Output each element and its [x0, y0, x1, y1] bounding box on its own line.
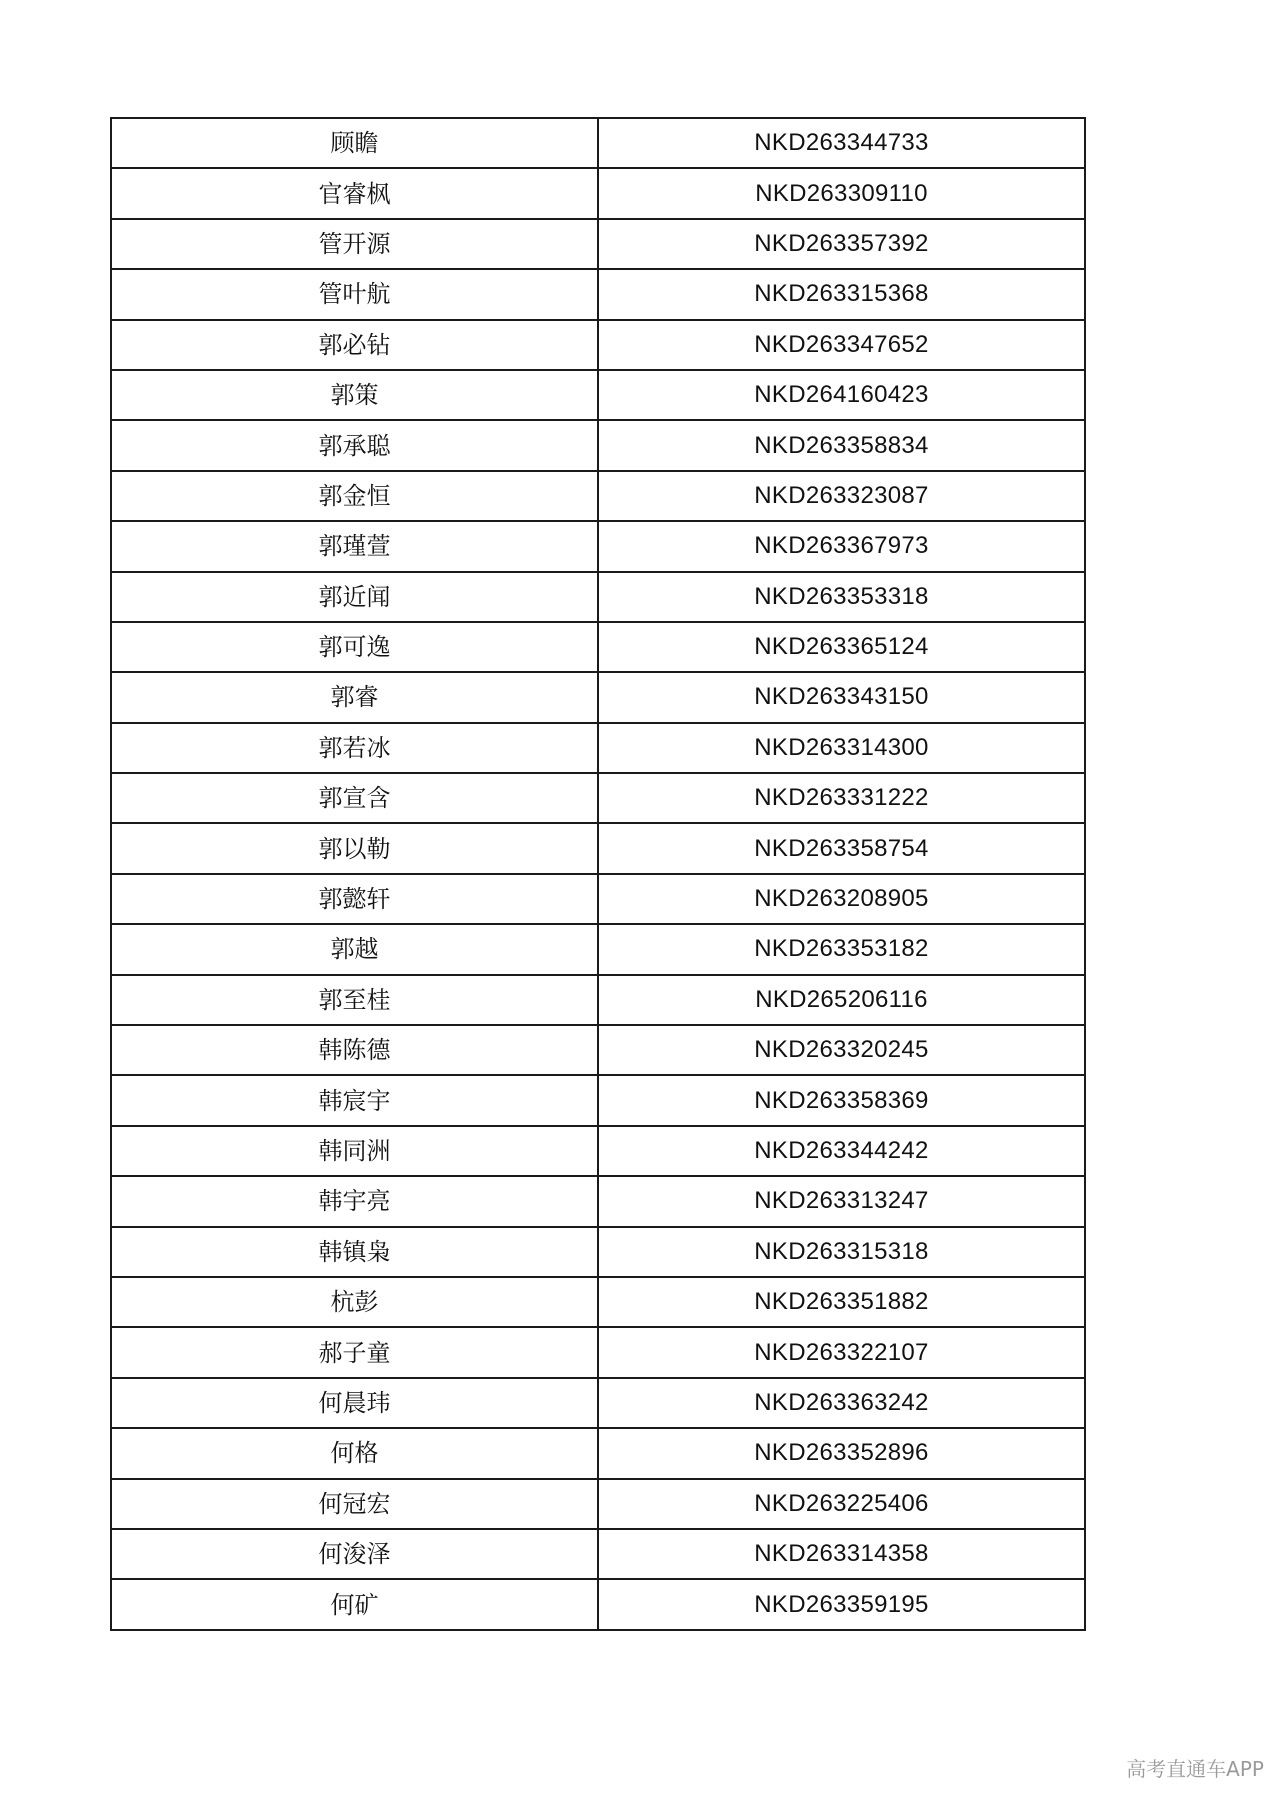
table-row	[111, 975, 1085, 1025]
registration-id-cell: NKD263315318	[598, 1227, 1085, 1277]
table-row	[111, 874, 1085, 924]
student-name-cell: 何晨玮	[111, 1378, 598, 1428]
student-name-cell: 郭懿轩	[111, 874, 598, 924]
student-name-cell: 郭必钻	[111, 320, 598, 370]
student-name-cell: 管叶航	[111, 269, 598, 319]
table-row	[111, 1227, 1085, 1277]
table-row	[111, 1176, 1085, 1226]
registration-id-cell: NKD263320245	[598, 1025, 1085, 1075]
student-name-cell: 韩陈德	[111, 1025, 598, 1075]
registration-id-cell: NKD263208905	[598, 874, 1085, 924]
registration-id-cell: NKD264160423	[598, 370, 1085, 420]
student-name-cell: 郭睿	[111, 672, 598, 722]
table-row	[111, 471, 1085, 521]
registration-id-cell: NKD263315368	[598, 269, 1085, 319]
registration-id-cell: NKD263357392	[598, 219, 1085, 269]
registration-id-cell: NKD263322107	[598, 1327, 1085, 1377]
registration-id-cell: NKD263365124	[598, 622, 1085, 672]
student-name-cell: 韩宸宇	[111, 1075, 598, 1125]
student-name-cell: 郝子童	[111, 1327, 598, 1377]
registration-id-cell: NKD263343150	[598, 672, 1085, 722]
registration-id-cell: NKD263353318	[598, 572, 1085, 622]
registration-id-cell: NKD263358754	[598, 823, 1085, 873]
watermark-text: 高考直通车APP	[1126, 1757, 1264, 1781]
table-row	[111, 1126, 1085, 1176]
table-row	[111, 420, 1085, 470]
registration-id-cell: NKD263225406	[598, 1479, 1085, 1529]
student-name-cell: 郭瑾萱	[111, 521, 598, 571]
table-row	[111, 219, 1085, 269]
table-row	[111, 1428, 1085, 1478]
table-row	[111, 823, 1085, 873]
table-row	[111, 118, 1085, 168]
student-name-cell: 何浚泽	[111, 1529, 598, 1579]
table-row	[111, 1277, 1085, 1327]
registration-id-cell: NKD263347652	[598, 320, 1085, 370]
student-name-cell: 郭金恒	[111, 471, 598, 521]
table-row	[111, 1579, 1085, 1629]
registration-id-cell: NKD263323087	[598, 471, 1085, 521]
roster-table	[110, 117, 1086, 1631]
registration-id-cell: NKD263314358	[598, 1529, 1085, 1579]
table-row	[111, 1327, 1085, 1377]
student-name-cell: 郭近闻	[111, 572, 598, 622]
table-row	[111, 924, 1085, 974]
registration-id-cell: NKD263353182	[598, 924, 1085, 974]
table-row	[111, 572, 1085, 622]
table-row	[111, 672, 1085, 722]
registration-id-cell: NKD263358369	[598, 1075, 1085, 1125]
registration-id-cell: NKD263351882	[598, 1277, 1085, 1327]
student-name-cell: 何矿	[111, 1579, 598, 1629]
table-row	[111, 1529, 1085, 1579]
student-name-cell: 郭至桂	[111, 975, 598, 1025]
table-row	[111, 1479, 1085, 1529]
table-row	[111, 168, 1085, 218]
table-row	[111, 1075, 1085, 1125]
student-name-cell: 郭以勒	[111, 823, 598, 873]
table-row	[111, 773, 1085, 823]
student-name-cell: 郭若冰	[111, 723, 598, 773]
registration-id-cell: NKD263363242	[598, 1378, 1085, 1428]
registration-id-cell: NKD265206116	[598, 975, 1085, 1025]
student-name-cell: 郭策	[111, 370, 598, 420]
student-name-cell: 韩镇枭	[111, 1227, 598, 1277]
roster-table-body	[111, 118, 1085, 1630]
student-name-cell: 杭彭	[111, 1277, 598, 1327]
table-row	[111, 370, 1085, 420]
registration-id-cell: NKD263344242	[598, 1126, 1085, 1176]
student-name-cell: 何冠宏	[111, 1479, 598, 1529]
student-name-cell: 郭可逸	[111, 622, 598, 672]
student-name-cell: 官睿枫	[111, 168, 598, 218]
table-row	[111, 723, 1085, 773]
roster-table-container	[110, 117, 1086, 1631]
table-row	[111, 521, 1085, 571]
student-name-cell: 顾瞻	[111, 118, 598, 168]
registration-id-cell: NKD263367973	[598, 521, 1085, 571]
student-name-cell: 郭宣含	[111, 773, 598, 823]
student-name-cell: 韩同洲	[111, 1126, 598, 1176]
table-row	[111, 1378, 1085, 1428]
registration-id-cell: NKD263309110	[598, 168, 1085, 218]
student-name-cell: 郭承聪	[111, 420, 598, 470]
table-row	[111, 622, 1085, 672]
student-name-cell: 郭越	[111, 924, 598, 974]
table-row	[111, 1025, 1085, 1075]
registration-id-cell: NKD263352896	[598, 1428, 1085, 1478]
student-name-cell: 何格	[111, 1428, 598, 1478]
student-name-cell: 韩宇亮	[111, 1176, 598, 1226]
registration-id-cell: NKD263331222	[598, 773, 1085, 823]
registration-id-cell: NKD263313247	[598, 1176, 1085, 1226]
registration-id-cell: NKD263358834	[598, 420, 1085, 470]
registration-id-cell: NKD263359195	[598, 1579, 1085, 1629]
student-name-cell: 管开源	[111, 219, 598, 269]
table-row	[111, 269, 1085, 319]
registration-id-cell: NKD263344733	[598, 118, 1085, 168]
table-row	[111, 320, 1085, 370]
registration-id-cell: NKD263314300	[598, 723, 1085, 773]
